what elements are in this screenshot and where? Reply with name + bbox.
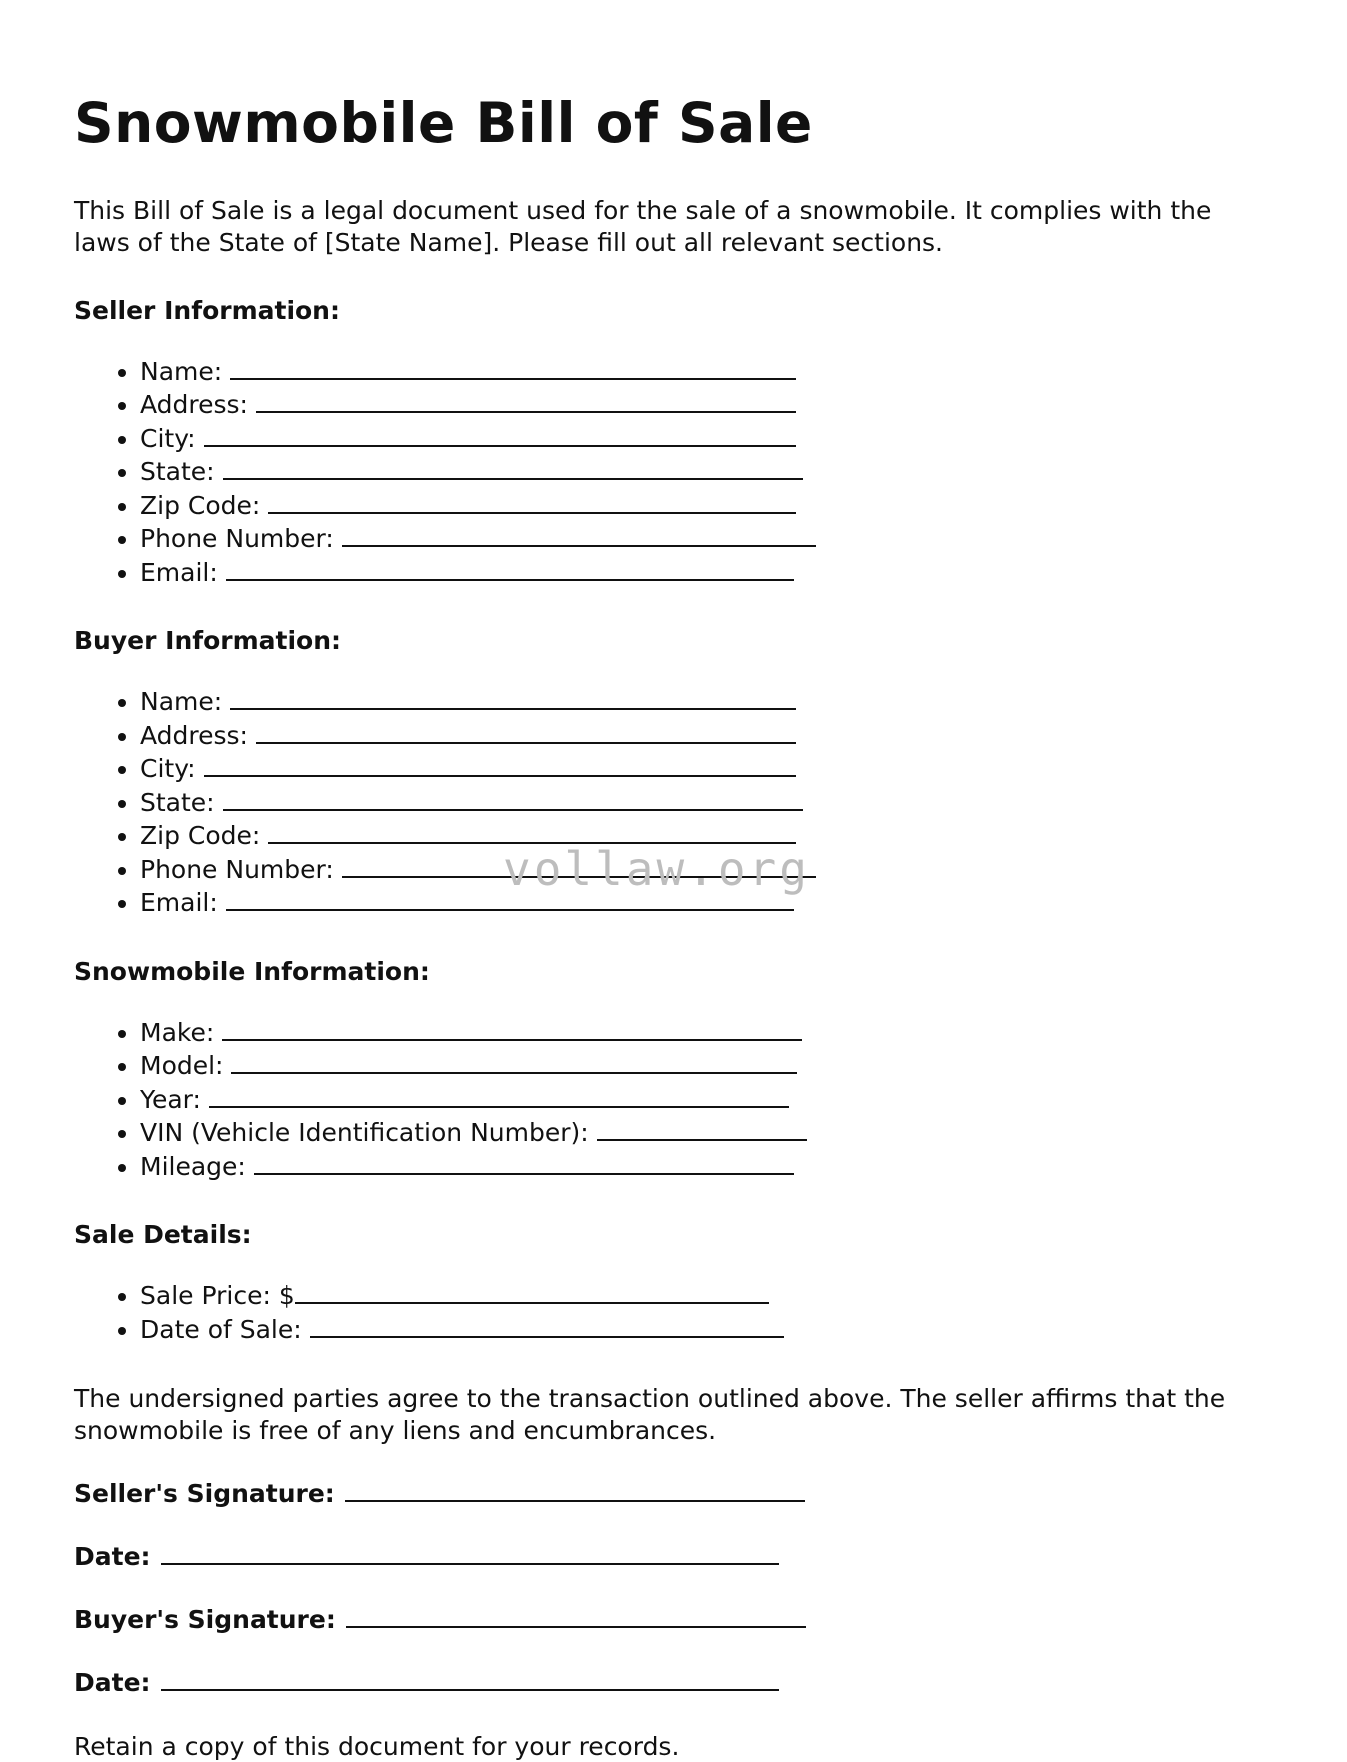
list-item	[140, 785, 1274, 819]
field-label: State:	[140, 457, 215, 487]
list-item	[140, 521, 1274, 555]
list-item	[140, 1082, 1274, 1116]
list-item	[140, 1312, 1274, 1346]
blank-line[interactable]	[223, 454, 803, 480]
blank-line[interactable]	[230, 684, 796, 710]
list-item	[140, 1015, 1274, 1049]
field-label: Address:	[140, 390, 248, 420]
field-label: Name:	[140, 687, 223, 717]
blank-line[interactable]	[161, 1665, 779, 1691]
blank-line[interactable]	[342, 521, 816, 547]
agreement-paragraph: The undersigned parties agree to the transaction outlined above. The seller affirms that the snowmobile is free of any liens and encumbrances.	[74, 1384, 1226, 1445]
list-item	[140, 1278, 1274, 1312]
buyer-signature-label: Buyer's Signature:	[74, 1604, 336, 1634]
seller-signature-line	[74, 1476, 1274, 1509]
sale-heading: Sale Details:	[74, 1220, 252, 1250]
list-item	[140, 1115, 1274, 1149]
seller-heading: Seller Information:	[74, 295, 340, 325]
blank-line[interactable]	[295, 1278, 769, 1304]
list-item	[140, 555, 1274, 589]
field-label: Model:	[140, 1051, 224, 1081]
field-label: VIN (Vehicle Identification Number):	[140, 1118, 589, 1148]
field-label: Email:	[140, 888, 218, 918]
blank-line[interactable]	[222, 1015, 802, 1041]
list-item	[140, 684, 1274, 718]
blank-line[interactable]	[209, 1082, 789, 1108]
blank-line[interactable]	[204, 751, 796, 777]
field-label: Date of Sale:	[140, 1314, 302, 1344]
blank-line[interactable]	[346, 1602, 806, 1628]
list-item	[140, 751, 1274, 785]
blank-line[interactable]	[256, 718, 796, 744]
blank-line[interactable]	[345, 1476, 805, 1502]
buyer-heading: Buyer Information:	[74, 626, 342, 656]
buyer-date-line	[74, 1665, 1274, 1698]
field-label: Zip Code:	[140, 821, 261, 851]
field-label: Address:	[140, 720, 248, 750]
list-item	[140, 354, 1274, 388]
retain-note: Retain a copy of this document for your records.	[74, 1731, 680, 1761]
blank-line[interactable]	[256, 387, 796, 413]
field-label: City:	[140, 423, 196, 453]
blank-line[interactable]	[310, 1312, 784, 1338]
blank-line[interactable]	[204, 421, 796, 447]
blank-line[interactable]	[254, 1149, 794, 1175]
seller-signature-label: Seller's Signature:	[74, 1478, 335, 1508]
buyer-date-label: Date:	[74, 1667, 151, 1697]
blank-line[interactable]	[268, 818, 796, 844]
blank-line[interactable]	[268, 488, 796, 514]
list-item	[140, 421, 1274, 455]
blank-line[interactable]	[231, 1048, 797, 1074]
field-label: Phone Number:	[140, 524, 334, 554]
field-label: State:	[140, 787, 215, 817]
intro-paragraph: This Bill of Sale is a legal document used for the sale of a snowmobile. It complies with the laws of the State of [State Name]. Please fill out all relevant sections.	[74, 196, 1212, 257]
sale-fields	[74, 1278, 1274, 1345]
blank-line[interactable]	[230, 354, 796, 380]
seller-date-line	[74, 1539, 1274, 1572]
field-label: Name:	[140, 356, 223, 386]
field-label: Email:	[140, 557, 218, 587]
field-label: Make:	[140, 1017, 215, 1047]
list-item	[140, 387, 1274, 421]
snowmobile-heading: Snowmobile Information:	[74, 956, 430, 986]
blank-line[interactable]	[161, 1539, 779, 1565]
page-title: Snowmobile Bill of Sale	[74, 91, 813, 155]
field-label: Sale Price: $	[140, 1281, 295, 1311]
document-page	[74, 92, 1274, 1762]
blank-line[interactable]	[597, 1115, 807, 1141]
snowmobile-fields	[74, 1015, 1274, 1183]
list-item	[140, 1048, 1274, 1082]
field-label: Zip Code:	[140, 490, 261, 520]
seller-fields	[74, 354, 1274, 589]
list-item	[140, 488, 1274, 522]
field-label: Mileage:	[140, 1151, 246, 1181]
blank-line[interactable]	[223, 785, 803, 811]
list-item	[140, 1149, 1274, 1183]
list-item	[140, 454, 1274, 488]
field-label: Year:	[140, 1084, 201, 1114]
buyer-signature-line	[74, 1602, 1274, 1635]
blank-line[interactable]	[226, 555, 794, 581]
field-label: Phone Number:	[140, 854, 334, 884]
list-item	[140, 718, 1274, 752]
field-label: City:	[140, 754, 196, 784]
seller-date-label: Date:	[74, 1541, 151, 1571]
watermark-text: vollaw.org	[503, 842, 810, 896]
